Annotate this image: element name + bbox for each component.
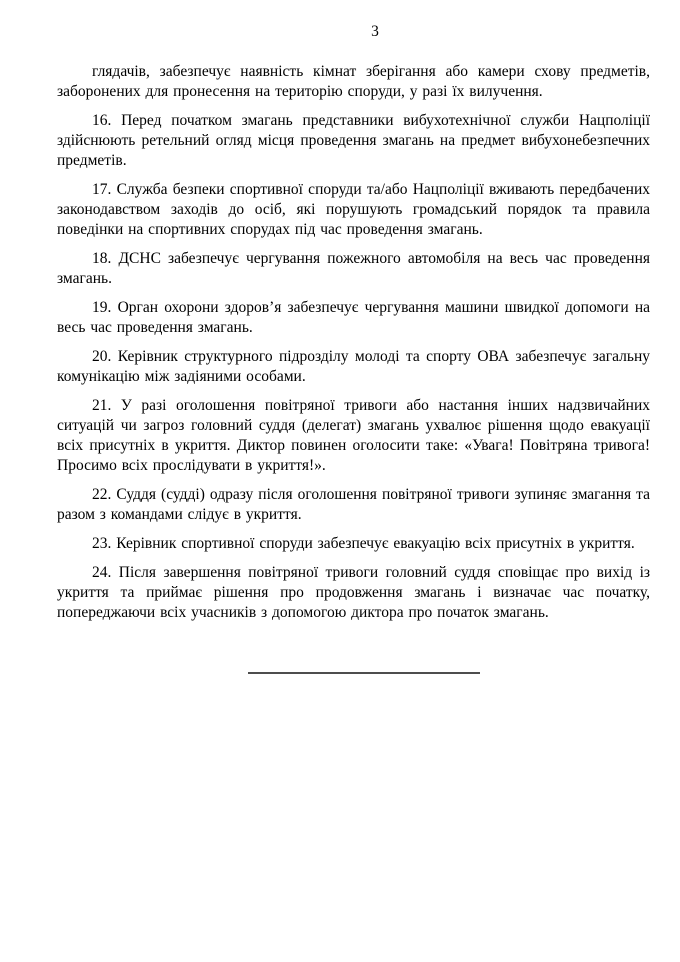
paragraph-number: 19. bbox=[92, 299, 112, 316]
paragraph-16 bbox=[57, 102, 650, 171]
paragraph-17 bbox=[57, 171, 650, 240]
signature-line bbox=[248, 672, 480, 674]
paragraph-number: 23. bbox=[92, 535, 112, 552]
paragraph-23 bbox=[57, 525, 650, 554]
paragraph-number: 20. bbox=[92, 348, 112, 365]
paragraph-text: Орган охорони здоров’я забезпечує чергування машини швидкої допомоги на весь час проведення змагань. bbox=[57, 299, 650, 336]
paragraph-text: Служба безпеки спортивної споруди та/або Нацполіції вживають передбачених законодавством заходів до осіб, які порушують громадський порядок та правила поведінки на спортивних спорудах під час проведення змагань. bbox=[57, 181, 650, 238]
paragraph-number: 22. bbox=[92, 486, 112, 503]
paragraph-text: У разі оголошення повітряної тривоги або настання інших надзвичайних ситуацій чи загроз головний суддя (делегат) змагань ухвалює рішення щодо евакуації всіх присутніх в укриття. Диктор повинен оголосити таке: «Увага! Повітряна тривога! Просимо всіх прослідувати в укриття!». bbox=[57, 397, 651, 474]
paragraph-21 bbox=[57, 387, 650, 476]
paragraph-number: 21. bbox=[92, 397, 112, 414]
paragraph-number: 24. bbox=[92, 564, 112, 581]
paragraph-text: Керівник спортивної споруди забезпечує евакуацію всіх присутніх в укриття. bbox=[116, 535, 635, 552]
paragraph-continuation bbox=[57, 53, 650, 102]
paragraph-text: Перед початком змагань представники вибухотехнічної служби Нацполіції здійснюють ретельний огляд місця проведення змагань на предмет вибухонебезпечних предметів. bbox=[57, 112, 650, 169]
paragraph-number: 17. bbox=[92, 181, 112, 198]
page-number: 3 bbox=[371, 23, 379, 40]
paragraph-20 bbox=[57, 338, 650, 387]
paragraph-text: Керівник структурного підрозділу молоді та спорту ОВА забезпечує загальну комунікацію між задіяними особами. bbox=[57, 348, 651, 385]
paragraph-19 bbox=[57, 289, 650, 338]
document-body bbox=[0, 53, 680, 674]
paragraph-number: 16. bbox=[92, 112, 112, 129]
paragraph-22 bbox=[57, 476, 650, 525]
paragraph-number: 18. bbox=[92, 250, 112, 267]
paragraph-18 bbox=[57, 240, 650, 289]
paragraph-text: ДСНС забезпечує чергування пожежного автомобіля на весь час проведення змагань. bbox=[57, 250, 650, 287]
paragraph-text: глядачів, забезпечує наявність кімнат зберігання або камери схову предметів, заборонених для пронесення на територію споруди, у разі їх вилучення. bbox=[57, 63, 650, 100]
paragraph-text: Суддя (судді) одразу після оголошення повітряної тривоги зупиняє змагання та разом з командами слідує в укриття. bbox=[57, 486, 650, 523]
paragraph-text: Після завершення повітряної тривоги головний суддя сповіщає про вихід із укриття та приймає рішення про продовження змагань і визначає час початку, попереджаючи всіх учасників з допомогою диктора про початок змагань. bbox=[57, 564, 651, 621]
paragraph-24 bbox=[57, 554, 650, 623]
